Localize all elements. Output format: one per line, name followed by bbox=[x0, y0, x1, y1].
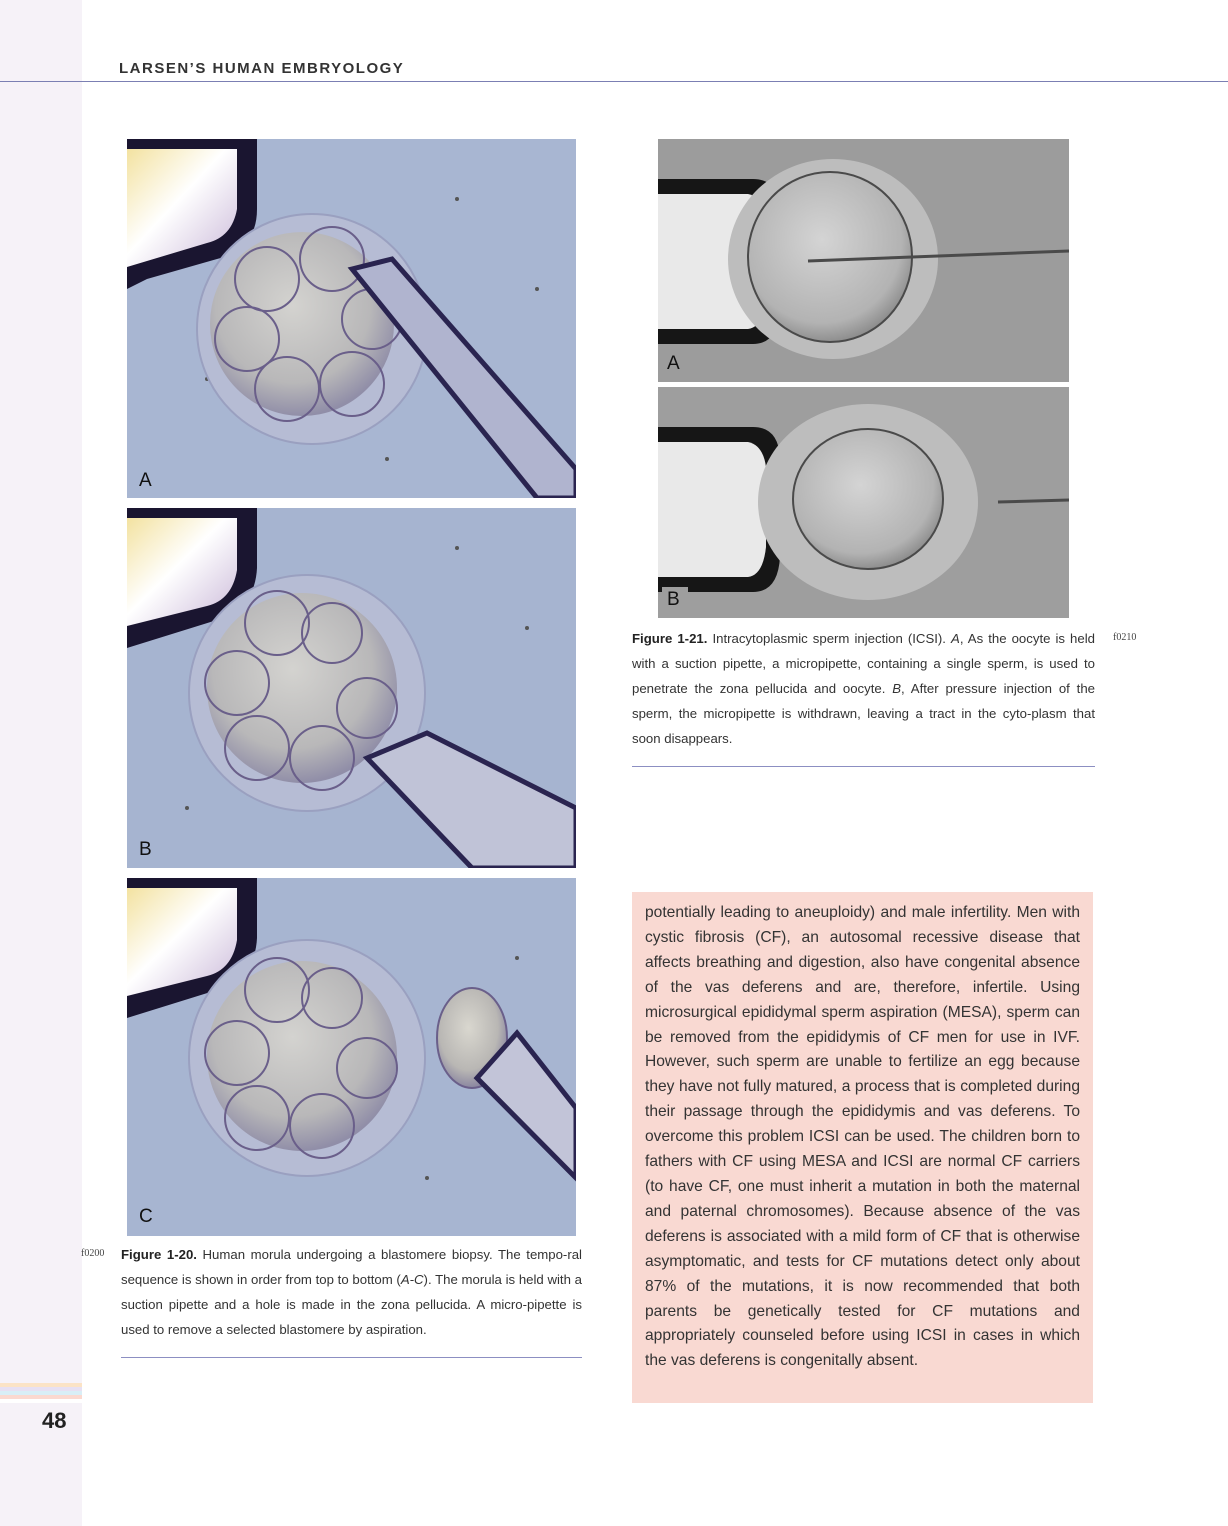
figure-1-20-caption-label: Figure 1-20. bbox=[121, 1247, 197, 1262]
figure-1-21-caption-italic-a: A bbox=[951, 631, 960, 646]
figure-1-21-caption-rule bbox=[632, 766, 1095, 767]
page-number: 48 bbox=[42, 1408, 67, 1433]
figure-1-21-caption-text: Intracytoplasmic sperm injection (ICSI). bbox=[712, 631, 946, 646]
figure-1-21-panel-b bbox=[658, 387, 1069, 618]
running-head: LARSEN’S HUMAN EMBRYOLOGY bbox=[119, 60, 405, 77]
figure-1-21-caption-text-2: , As the oocyte is held with a suction pipette, a micropipette, containing a single sperm, is used to penetrate the zona pellucida and oocyte. bbox=[632, 631, 1095, 696]
figure-1-20-panel-a bbox=[127, 139, 576, 498]
panel-label-a: A bbox=[139, 470, 152, 491]
figure-1-21-panel-a bbox=[658, 139, 1069, 382]
figure-1-21-caption-label: Figure 1-21. bbox=[632, 631, 708, 646]
figure-1-21-caption bbox=[632, 626, 1095, 751]
body-paragraph: potentially leading to aneuploidy) and male infertility. Men with cystic fibrosis (CF), an autosomal recessive disease that affects breathing and digestion, also have congenital absence of the vas deferens and are, therefore, infertile. Using microsurgical epididymal sperm aspiration (MESA), sperm can be removed from the epididymis of CF men for use in IVF. However, such sperm are unable to fertilize an egg because they have not fully matured, a process that is completed during their passage through the epididymis and vas deferens. To overcome this problem ICSI can be used. The children born to fathers with CF using MESA and ICSI are normal CF carriers (to have CF, one must inherit a mutation in both the maternal and paternal chromosomes). Because absence of the vas deferens is associated with a mild form of CF that is otherwise asymptomatic, and tests for CF mutations detect only about 87% of the mutations, it is now recommended that both parents be genetically tested for CF mutations and appropriately counseled before using ICSI in cases in which the vas deferens is congenitally absent. bbox=[645, 904, 1080, 1370]
figure-1-21-caption-italic-b: B bbox=[892, 681, 902, 696]
page-side-band bbox=[0, 0, 82, 1526]
body-text-box bbox=[632, 892, 1093, 1403]
figure-1-20-panel-c bbox=[127, 878, 576, 1236]
color-stripes bbox=[0, 1383, 82, 1403]
figure-1-20-caption bbox=[121, 1242, 582, 1342]
figure-1-20-caption-rule bbox=[121, 1357, 582, 1358]
figure-1-20-caption-text: Human morula undergoing a blastomere biopsy. The tempo-ral sequence is shown in order from top to bottom ( bbox=[121, 1247, 582, 1287]
figure-1-21-caption-text-3: , After pressure injection of the sperm, the micropipette is withdrawn, leaving a tract in the cyto-plasm that soon disappears. bbox=[632, 681, 1095, 746]
header-rule bbox=[0, 81, 1228, 82]
figure-1-20-marker: f0200 bbox=[81, 1248, 105, 1259]
figure-1-20-caption-italic: A-C bbox=[400, 1272, 424, 1287]
figure-1-21-marker: f0210 bbox=[1113, 632, 1137, 643]
figure-1-20-caption-text-2: ). The morula is held with a suction pipette and a hole is made in the zona pellucida. A micro-pipette is used to remove a selected blastomere by aspiration. bbox=[121, 1272, 582, 1337]
panel-label-b: B bbox=[667, 589, 680, 610]
panel-label-c: C bbox=[139, 1206, 153, 1227]
figure-1-20-panel-b bbox=[127, 508, 576, 868]
panel-label-a: A bbox=[667, 353, 680, 374]
panel-label-b: B bbox=[139, 839, 152, 860]
